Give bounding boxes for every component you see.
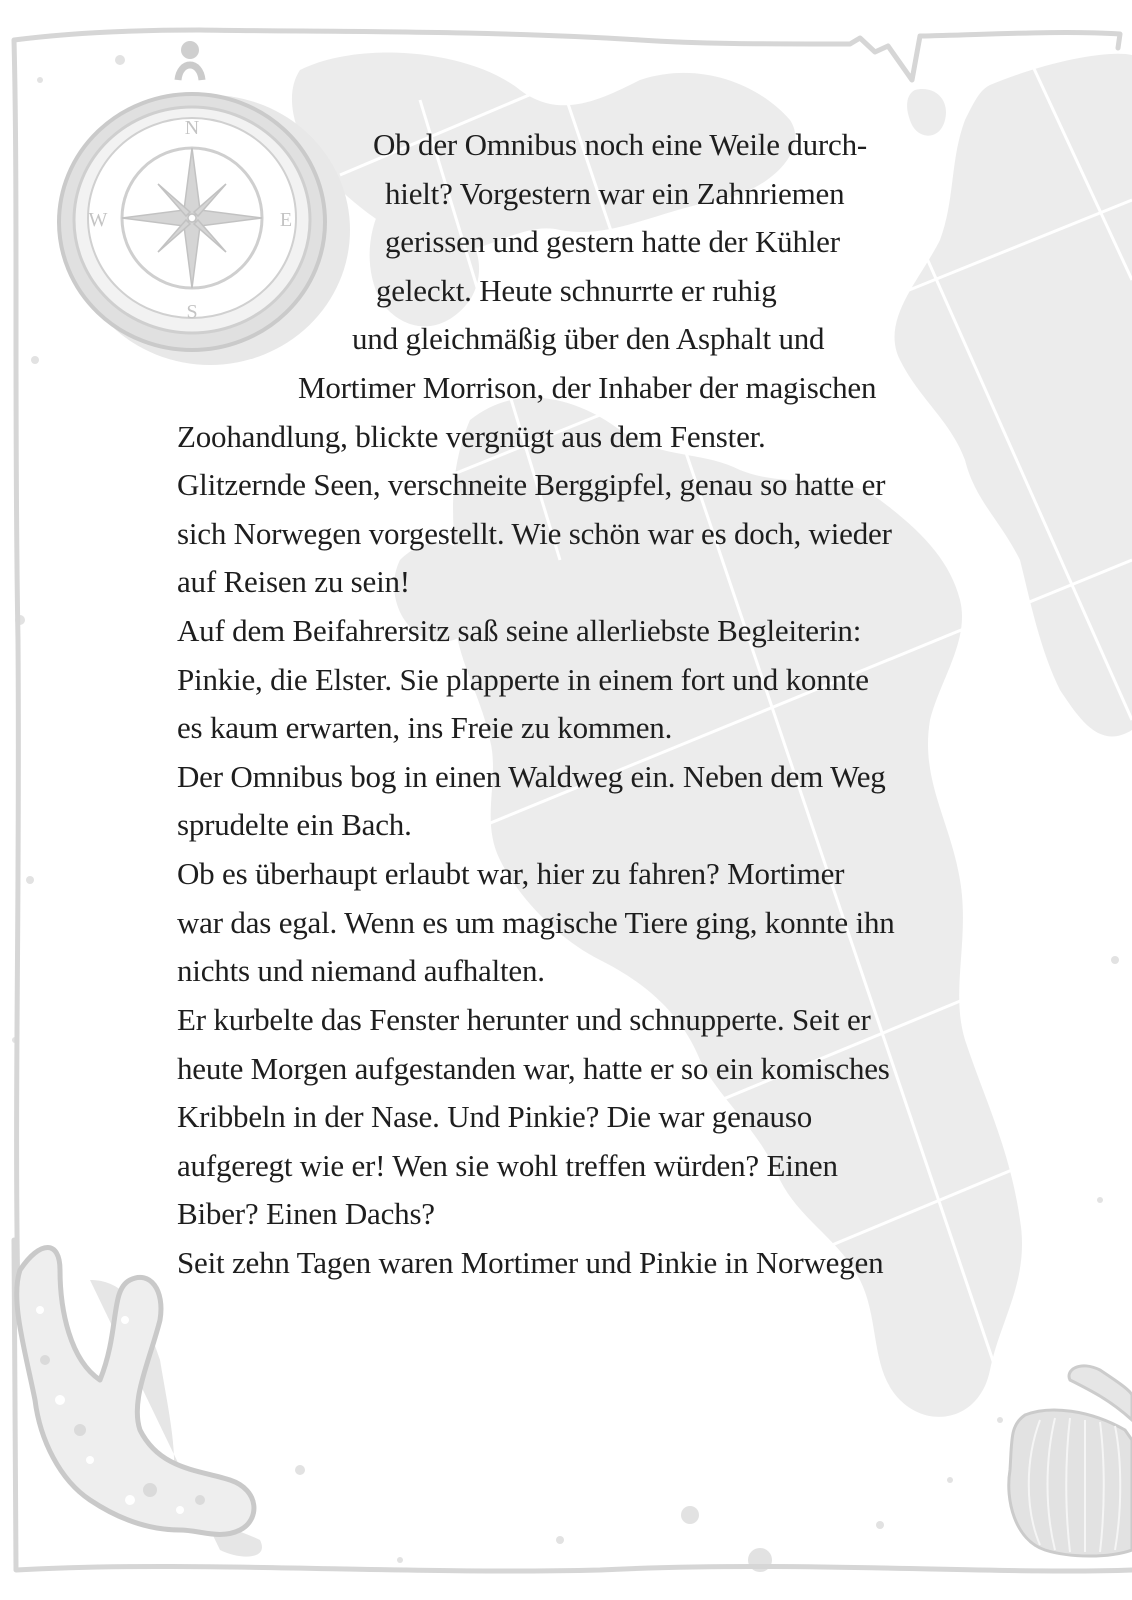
text-line: auf Reisen zu sein! xyxy=(177,564,410,599)
text-line: es kaum erwarten, ins Freie zu kommen. xyxy=(177,710,673,745)
text-line: nichts und niemand aufhalten. xyxy=(177,953,545,988)
text-line: Pinkie, die Elster. Sie plapperte in einem fort und konnte xyxy=(177,662,869,697)
text-line: Der Omnibus bog in einen Waldweg ein. Neben dem Weg xyxy=(177,759,886,794)
text-line: Biber? Einen Dachs? xyxy=(177,1196,435,1231)
text-line: sich Norwegen vorgestellt. Wie schön war es doch, wieder xyxy=(177,516,892,551)
text-line: gerissen und gestern hatte der Kühler xyxy=(385,224,840,259)
text-line: geleckt. Heute schnurrte er ruhig xyxy=(376,273,777,308)
text-line: heute Morgen aufgestanden war, hatte er so ein komisches xyxy=(177,1051,890,1086)
text-line: Kribbeln in der Nase. Und Pinkie? Die war genauso xyxy=(177,1099,812,1134)
compass-south-label: S xyxy=(186,301,198,323)
text-line: Er kurbelte das Fenster herunter und schnupperte. Seit er xyxy=(177,1002,871,1037)
text-line: Ob der Omnibus noch eine Weile durch- xyxy=(373,127,868,162)
text-line: war das egal. Wenn es um magische Tiere ging, konnte ihn xyxy=(177,905,895,940)
text-line: aufgeregt wie er! Wen sie wohl treffen würden? Einen xyxy=(177,1148,838,1183)
compass-north-label: N xyxy=(184,117,200,139)
compass-west-label: W xyxy=(88,209,108,231)
text-line: Zoohandlung, blickte vergnügt aus dem Fenster. xyxy=(177,419,766,454)
text-line: Seit zehn Tagen waren Mortimer und Pinkie in Norwegen xyxy=(177,1245,884,1280)
text-line: sprudelte ein Bach. xyxy=(177,807,412,842)
compass-east-label: E xyxy=(279,209,293,231)
text-line: Glitzernde Seen, verschneite Berggipfel, genau so hatte er xyxy=(177,467,886,502)
text-line: und gleichmäßig über den Asphalt und xyxy=(352,321,825,356)
text-line: Mortimer Morrison, der Inhaber der magischen xyxy=(298,370,877,405)
text-line: Auf dem Beifahrersitz saß seine allerliebste Begleiterin: xyxy=(177,613,862,648)
text-line: hielt? Vorgestern war ein Zahnriemen xyxy=(385,176,845,211)
text-line: Ob es überhaupt erlaubt war, hier zu fahren? Mortimer xyxy=(177,856,845,891)
